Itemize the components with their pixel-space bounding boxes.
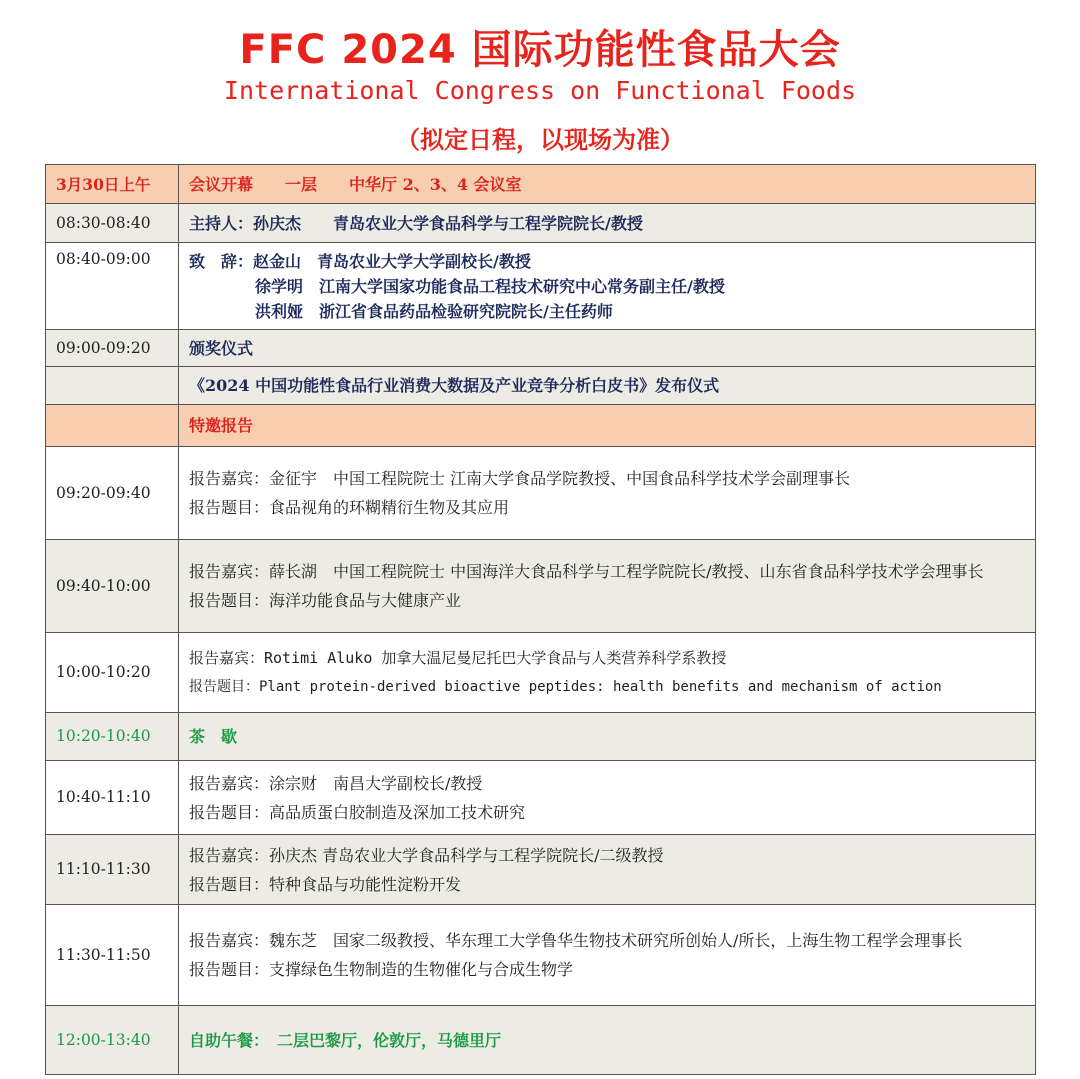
row-host xyxy=(46,204,1036,243)
row-award xyxy=(46,330,1036,367)
time-cell: 11:30-11:50 xyxy=(46,905,179,1006)
row-keynote xyxy=(46,405,1036,447)
event-cell xyxy=(179,905,1036,1006)
row-report-5 xyxy=(46,835,1036,905)
event-cell: 自助午餐： 二层巴黎厅，伦敦厅，马德里厅 xyxy=(179,1006,1036,1075)
row-opening xyxy=(46,165,1036,204)
event-cell: 特邀报告 xyxy=(179,405,1036,447)
speech-line-1: 致 辞：赵金山 青岛农业大学大学副校长/教授 xyxy=(189,251,531,271)
report-speaker: 报告嘉宾：金征宇 中国工程院院士 江南大学食品学院教授、中国食品科学技术学会副理事长 xyxy=(189,469,851,488)
speech-line-2: 徐学明 江南大学国家功能食品工程技术研究中心常务副主任/教授 xyxy=(255,276,725,296)
time-cell: 08:40-09:00 xyxy=(46,243,179,330)
row-report-3 xyxy=(46,633,1036,713)
row-report-6 xyxy=(46,905,1036,1006)
row-report-2 xyxy=(46,540,1036,633)
event-cell: 《2024 中国功能性食品行业消费大数据及产业竞争分析白皮书》发布仪式 xyxy=(179,367,1036,405)
row-speech xyxy=(46,243,1036,330)
event-cell: 茶 歇 xyxy=(179,713,1036,761)
time-cell: 3月30日上午 xyxy=(46,165,179,204)
time-cell: 11:10-11:30 xyxy=(46,835,179,905)
time-cell: 12:00-13:40 xyxy=(46,1006,179,1075)
row-report-4 xyxy=(46,761,1036,835)
event-cell xyxy=(179,761,1036,835)
time-cell xyxy=(46,405,179,447)
row-report-1 xyxy=(46,447,1036,540)
event-cell: 颁奖仪式 xyxy=(179,330,1036,367)
report-speaker: 报告嘉宾：Rotimi Aluko 加拿大温尼曼尼托巴大学食品与人类营养科学系教授 xyxy=(189,648,727,667)
time-cell: 08:30-08:40 xyxy=(46,204,179,243)
report-topic: 报告题目：高品质蛋白胶制造及深加工技术研究 xyxy=(189,802,526,822)
report-topic: 报告题目：海洋功能食品与大健康产业 xyxy=(189,591,462,610)
report-speaker: 报告嘉宾：孙庆杰 青岛农业大学食品科学与工程学院院长/二级教授 xyxy=(189,845,664,865)
event-cell: 主持人：孙庆杰 青岛农业大学食品科学与工程学院院长/教授 xyxy=(179,204,1036,243)
time-cell: 09:40-10:00 xyxy=(46,540,179,633)
event-cell xyxy=(179,243,1036,330)
time-cell: 09:00-09:20 xyxy=(46,330,179,367)
event-cell: 会议开幕 一层 中华厅 2、3、4 会议室 xyxy=(179,165,1036,204)
event-cell xyxy=(179,835,1036,905)
report-topic: 报告题目：Plant protein-derived bioactive peptides: health benefits and mechanism of action xyxy=(189,678,942,695)
event-cell xyxy=(179,540,1036,633)
report-speaker: 报告嘉宾：涂宗财 南昌大学副校长/教授 xyxy=(189,773,483,793)
time-cell: 10:40-11:10 xyxy=(46,761,179,835)
report-topic: 报告题目：特种食品与功能性淀粉开发 xyxy=(189,874,462,894)
report-topic: 报告题目：食品视角的环糊精衍生物及其应用 xyxy=(189,498,510,517)
row-tea xyxy=(46,713,1036,761)
schedule-note: （拟定日程，以现场为准） xyxy=(396,126,684,154)
time-cell: 10:20-10:40 xyxy=(46,713,179,761)
event-cell xyxy=(179,447,1036,540)
page-subtitle: International Congress on Functional Foods xyxy=(223,76,857,105)
event-cell xyxy=(179,633,1036,713)
time-cell xyxy=(46,367,179,405)
report-speaker: 报告嘉宾：魏东芝 国家二级教授、华东理工大学鲁华生物技术研究所创始人/所长，上海生物工程学会理事长 xyxy=(189,931,963,950)
row-lunch xyxy=(46,1006,1036,1075)
page-title: FFC 2024 国际功能性食品大会 xyxy=(239,27,841,73)
speech-line-3: 洪利娅 浙江省食品药品检验研究院院长/主任药师 xyxy=(255,301,613,321)
schedule-table xyxy=(45,164,1036,1075)
time-cell: 09:20-09:40 xyxy=(46,447,179,540)
time-cell: 10:00-10:20 xyxy=(46,633,179,713)
report-topic: 报告题目：支撑绿色生物制造的生物催化与合成生物学 xyxy=(189,960,574,979)
report-speaker: 报告嘉宾：薛长湖 中国工程院院士 中国海洋大食品科学与工程学院院长/教授、山东省食品科学技术学会理事长 xyxy=(189,562,984,581)
row-whitepaper xyxy=(46,367,1036,405)
